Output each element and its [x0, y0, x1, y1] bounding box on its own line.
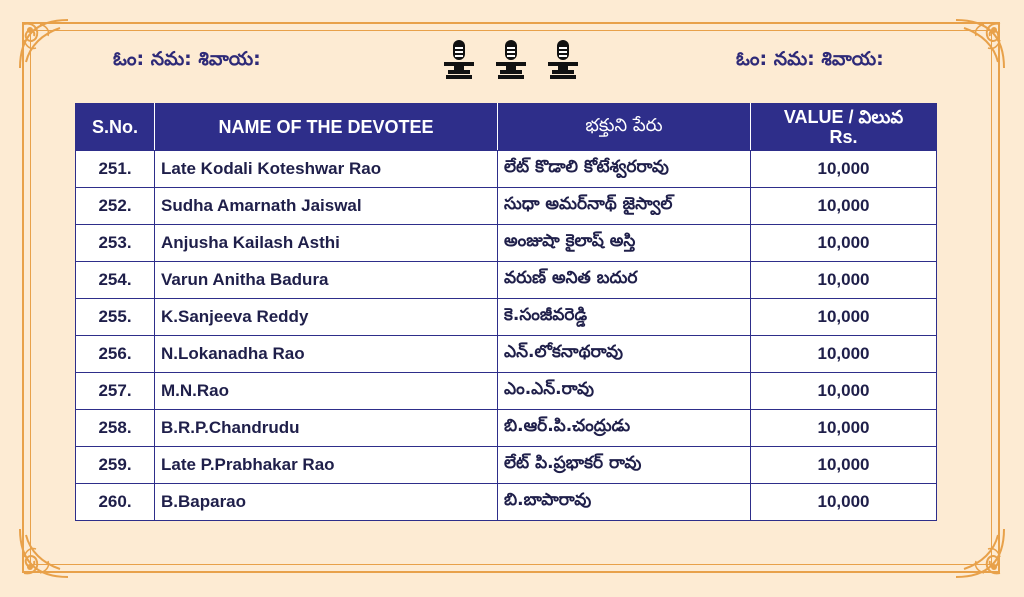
row-value: 10,000: [751, 151, 937, 188]
row-name: M.N.Rao: [155, 373, 498, 410]
table-row: [76, 151, 937, 188]
col-value-header-line1: VALUE / విలువ: [783, 107, 904, 127]
row-sno: 253.: [76, 225, 155, 262]
row-name: Late Kodali Koteshwar Rao: [155, 151, 498, 188]
row-value: 10,000: [751, 336, 937, 373]
row-telugu-name: కె.సంజీవరెడ్డి: [498, 299, 751, 336]
shiva-lingam-icon: [440, 38, 478, 80]
row-name: B.R.P.Chandrudu: [155, 410, 498, 447]
mantra-right: ఓం: నమ: శివాయ:: [736, 48, 884, 70]
row-telugu-name: లేట్ పి.ప్రభాకర్ రావు: [498, 447, 751, 484]
table-row: [76, 262, 937, 299]
row-name: K.Sanjeeva Reddy: [155, 299, 498, 336]
row-telugu-name: సుధా అమర్‌నాథ్ జైస్వాల్: [498, 188, 751, 225]
table-row: [76, 336, 937, 373]
table-row: [76, 373, 937, 410]
table-header-row: [76, 104, 937, 151]
col-telugu-name-header: భక్తుని పేరు: [498, 104, 751, 151]
corner-ornament-icon: [16, 525, 72, 581]
table-row: [76, 447, 937, 484]
row-telugu-name: ఎం.ఎన్.రావు: [498, 373, 751, 410]
corner-ornament-icon: [16, 16, 72, 72]
lingam-group: [440, 38, 585, 80]
table-row: [76, 188, 937, 225]
row-sno: 257.: [76, 373, 155, 410]
mantra-left: ఓం: నమ: శివాయ:: [113, 48, 261, 70]
row-value: 10,000: [751, 188, 937, 225]
row-telugu-name: లేట్ కొడాలి కోటేశ్వరరావు: [498, 151, 751, 188]
row-telugu-name: బి.బాపారావు: [498, 484, 751, 521]
row-sno: 252.: [76, 188, 155, 225]
col-value-header: [751, 104, 937, 151]
row-sno: 256.: [76, 336, 155, 373]
corner-ornament-icon: [952, 16, 1008, 72]
col-sno-header: S.No.: [76, 104, 155, 151]
table-row: [76, 484, 937, 521]
row-sno: 254.: [76, 262, 155, 299]
row-value: 10,000: [751, 484, 937, 521]
devotee-table: [75, 103, 937, 521]
row-name: B.Baparao: [155, 484, 498, 521]
table-row: [76, 299, 937, 336]
col-name-header: NAME OF THE DEVOTEE: [155, 104, 498, 151]
row-telugu-name: అంజుషా కైలాష్ అస్తి: [498, 225, 751, 262]
row-telugu-name: ఎన్.లోకనాథరావు: [498, 336, 751, 373]
row-value: 10,000: [751, 447, 937, 484]
shiva-lingam-icon: [544, 38, 582, 80]
row-sno: 255.: [76, 299, 155, 336]
row-value: 10,000: [751, 299, 937, 336]
row-value: 10,000: [751, 373, 937, 410]
corner-ornament-icon: [952, 525, 1008, 581]
table-row: [76, 225, 937, 262]
row-name: Anjusha Kailash Asthi: [155, 225, 498, 262]
row-telugu-name: బి.ఆర్.పి.చంద్రుడు: [498, 410, 751, 447]
row-sno: 251.: [76, 151, 155, 188]
col-value-header-line2: Rs.: [829, 127, 858, 147]
row-name: N.Lokanadha Rao: [155, 336, 498, 373]
row-value: 10,000: [751, 225, 937, 262]
table-row: [76, 410, 937, 447]
row-telugu-name: వరుణ్ అనిత బదుర: [498, 262, 751, 299]
row-name: Late P.Prabhakar Rao: [155, 447, 498, 484]
row-sno: 259.: [76, 447, 155, 484]
row-name: Varun Anitha Badura: [155, 262, 498, 299]
row-sno: 258.: [76, 410, 155, 447]
row-value: 10,000: [751, 262, 937, 299]
row-name: Sudha Amarnath Jaiswal: [155, 188, 498, 225]
row-value: 10,000: [751, 410, 937, 447]
row-sno: 260.: [76, 484, 155, 521]
shiva-lingam-icon: [492, 38, 530, 80]
